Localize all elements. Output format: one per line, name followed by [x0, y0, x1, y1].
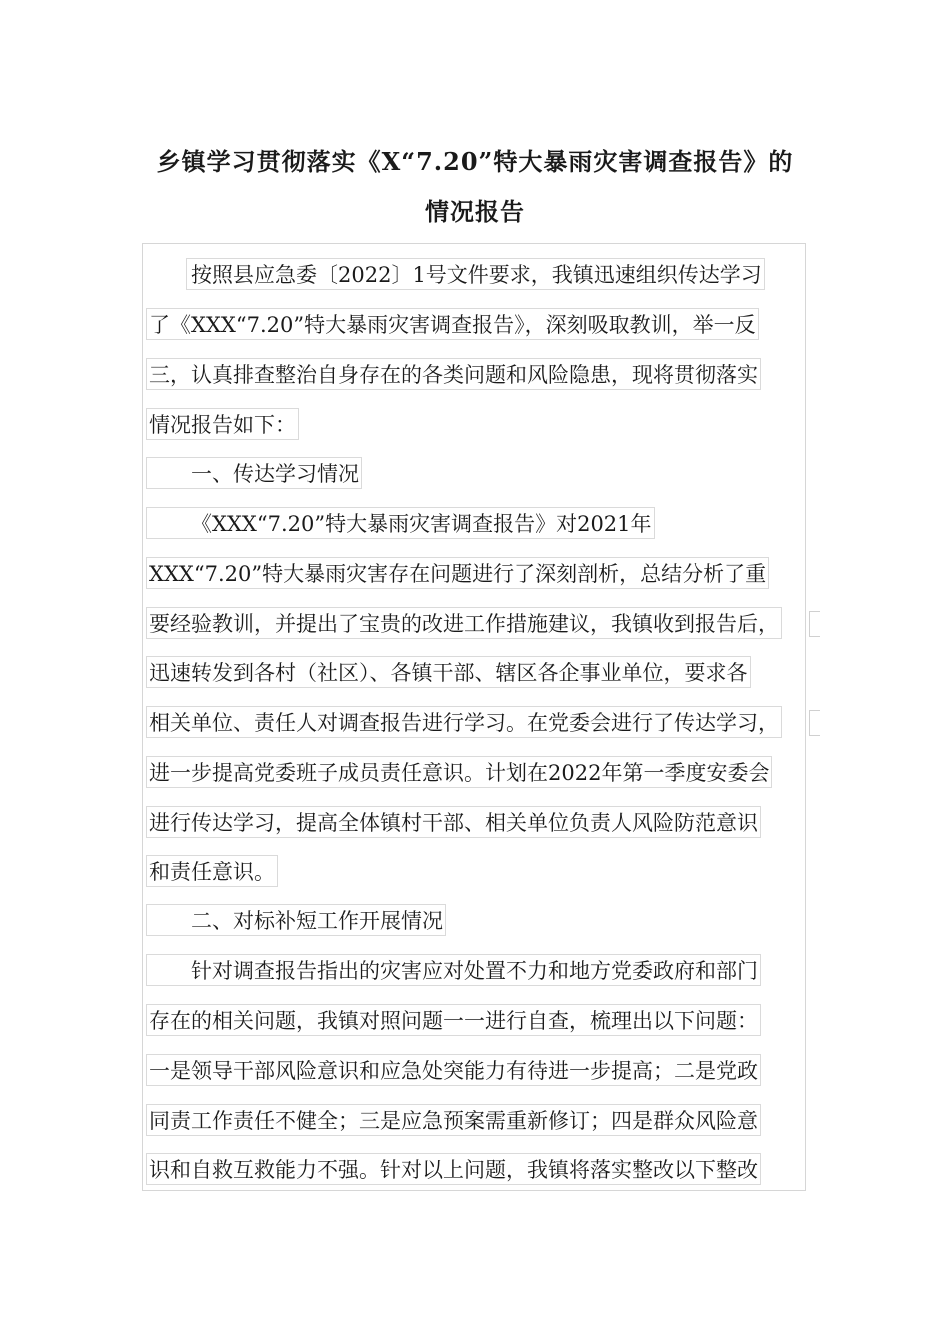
paragraph-line: 迅速转发到各村（社区）、各镇干部、辖区各企事业单位，要求各 [146, 656, 751, 688]
paragraph-line: 《XXX“7.20”特大暴雨灾害调查报告》对2021年 [146, 507, 655, 539]
paragraph-line: 存在的相关问题，我镇对照问题一一进行自查，梳理出以下问题： [146, 1004, 761, 1036]
section-heading: 二、对标补短工作开展情况 [146, 904, 446, 936]
paragraph-line: 情况报告如下： [146, 408, 299, 440]
paragraph-line: 进一步提高党委班子成员责任意识。计划在2022年第一季度安委会 [146, 756, 772, 788]
paragraph-line: 相关单位、责任人对调查报告进行学习。在党委会进行了传达学习， [146, 706, 782, 738]
paragraph-line: 识和自救互救能力不强。针对以上问题，我镇将落实整改以下整改 [146, 1153, 761, 1185]
paragraph-line: 要经验教训，并提出了宝贵的改进工作措施建议，我镇收到报告后， [146, 607, 782, 639]
paragraph-line: 一是领导干部风险意识和应急处突能力有待进一步提高；二是党政 [146, 1054, 761, 1086]
paragraph-line: 了《XXX“7.20”特大暴雨灾害调查报告》，深刻吸取教训，举一反 [146, 308, 759, 340]
document-title-line-2: 情况报告 [425, 197, 525, 226]
section-heading: 一、传达学习情况 [146, 457, 362, 489]
paragraph-line: 同责工作责任不健全；三是应急预案需重新修订；四是群众风险意 [146, 1104, 761, 1136]
document-title-line-1: 乡镇学习贯彻落实《X“7.20”特大暴雨灾害调查报告》的 [156, 147, 794, 176]
paragraph-line: 按照县应急委〔2022〕1号文件要求，我镇迅速组织传达学习 [186, 258, 765, 290]
margin-tick [809, 710, 820, 736]
margin-tick [809, 611, 820, 637]
paragraph-line: 针对调查报告指出的灾害应对处置不力和地方党委政府和部门 [146, 954, 761, 986]
paragraph-line: 三，认真排查整治自身存在的各类问题和风险隐患，现将贯彻落实 [146, 358, 761, 390]
paragraph-line: XXX“7.20”特大暴雨灾害存在问题进行了深刻剖析，总结分析了重 [146, 557, 769, 589]
paragraph-line: 和责任意识。 [146, 855, 278, 887]
paragraph-line: 进行传达学习，提高全体镇村干部、相关单位负责人风险防范意识 [146, 806, 761, 838]
